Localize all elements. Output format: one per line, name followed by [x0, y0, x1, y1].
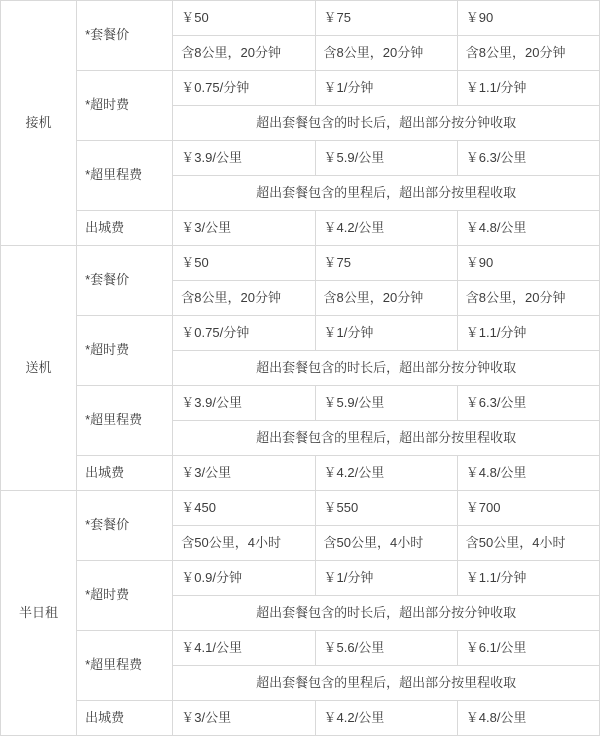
- rule-note: 超出套餐包含的里程后，超出部分按里程收取: [173, 666, 600, 701]
- price-cell: ￥3.9/公里: [173, 141, 315, 176]
- package-detail-cell: 含8公里，20分钟: [315, 281, 457, 316]
- price-cell: ￥1/分钟: [315, 316, 457, 351]
- price-cell: ￥3/公里: [173, 701, 315, 736]
- price-cell: ￥3/公里: [173, 211, 315, 246]
- package-detail-cell: 含8公里，20分钟: [457, 36, 599, 71]
- price-cell: ￥5.9/公里: [315, 386, 457, 421]
- item-label: *超时费: [77, 561, 173, 631]
- table-row: [1, 631, 600, 666]
- item-label: *超时费: [77, 316, 173, 386]
- table-row: [1, 1, 600, 36]
- item-label: *套餐价: [77, 246, 173, 316]
- item-label: *超里程费: [77, 386, 173, 456]
- price-cell: ￥1.1/分钟: [457, 561, 599, 596]
- price-cell: ￥6.3/公里: [457, 386, 599, 421]
- price-cell: ￥5.9/公里: [315, 141, 457, 176]
- category-label-halfday: 半日租: [1, 491, 77, 736]
- package-detail-cell: 含8公里，20分钟: [173, 36, 315, 71]
- rule-note: 超出套餐包含的里程后，超出部分按里程收取: [173, 176, 600, 211]
- table-row: [1, 211, 600, 246]
- price-cell: ￥5.6/公里: [315, 631, 457, 666]
- package-detail-cell: 含50公里，4小时: [173, 526, 315, 561]
- price-cell: ￥1.1/分钟: [457, 71, 599, 106]
- price-cell: ￥4.8/公里: [457, 211, 599, 246]
- table-row: [1, 316, 600, 351]
- rule-note: 超出套餐包含的时长后，超出部分按分钟收取: [173, 596, 600, 631]
- price-cell: ￥3/公里: [173, 456, 315, 491]
- item-label: *套餐价: [77, 1, 173, 71]
- item-label: *超里程费: [77, 141, 173, 211]
- table-row: [1, 386, 600, 421]
- price-cell: ￥75: [315, 1, 457, 36]
- item-label: *超时费: [77, 71, 173, 141]
- item-label: 出城费: [77, 456, 173, 491]
- price-cell: ￥3.9/公里: [173, 386, 315, 421]
- package-detail-cell: 含50公里，4小时: [457, 526, 599, 561]
- item-label: 出城费: [77, 211, 173, 246]
- item-label: 出城费: [77, 701, 173, 736]
- table-row: [1, 491, 600, 526]
- price-cell: ￥50: [173, 246, 315, 281]
- rule-note: 超出套餐包含的时长后，超出部分按分钟收取: [173, 106, 600, 141]
- price-cell: ￥75: [315, 246, 457, 281]
- price-cell: ￥6.3/公里: [457, 141, 599, 176]
- price-cell: ￥50: [173, 1, 315, 36]
- table-row: [1, 456, 600, 491]
- rule-note: 超出套餐包含的里程后，超出部分按里程收取: [173, 421, 600, 456]
- package-detail-cell: 含8公里，20分钟: [315, 36, 457, 71]
- table-row: [1, 561, 600, 596]
- price-cell: ￥0.75/分钟: [173, 316, 315, 351]
- package-detail-cell: 含8公里，20分钟: [457, 281, 599, 316]
- item-label: *套餐价: [77, 491, 173, 561]
- table-row: [1, 701, 600, 736]
- price-cell: ￥4.8/公里: [457, 456, 599, 491]
- price-cell: ￥1/分钟: [315, 561, 457, 596]
- category-label-pickup: 接机: [1, 1, 77, 246]
- price-cell: ￥4.2/公里: [315, 456, 457, 491]
- price-cell: ￥1.1/分钟: [457, 316, 599, 351]
- table-row: [1, 71, 600, 106]
- category-label-dropoff: 送机: [1, 246, 77, 491]
- price-cell: ￥550: [315, 491, 457, 526]
- package-detail-cell: 含50公里，4小时: [315, 526, 457, 561]
- price-cell: ￥700: [457, 491, 599, 526]
- table-row: [1, 246, 600, 281]
- item-label: *超里程费: [77, 631, 173, 701]
- price-cell: ￥4.1/公里: [173, 631, 315, 666]
- price-cell: ￥4.8/公里: [457, 701, 599, 736]
- price-cell: ￥1/分钟: [315, 71, 457, 106]
- price-cell: ￥4.2/公里: [315, 211, 457, 246]
- price-cell: ￥90: [457, 1, 599, 36]
- price-cell: ￥4.2/公里: [315, 701, 457, 736]
- price-cell: ￥0.9/分钟: [173, 561, 315, 596]
- price-cell: ￥450: [173, 491, 315, 526]
- price-cell: ￥6.1/公里: [457, 631, 599, 666]
- table-row: [1, 141, 600, 176]
- rule-note: 超出套餐包含的时长后，超出部分按分钟收取: [173, 351, 600, 386]
- package-detail-cell: 含8公里，20分钟: [173, 281, 315, 316]
- price-cell: ￥0.75/分钟: [173, 71, 315, 106]
- price-cell: ￥90: [457, 246, 599, 281]
